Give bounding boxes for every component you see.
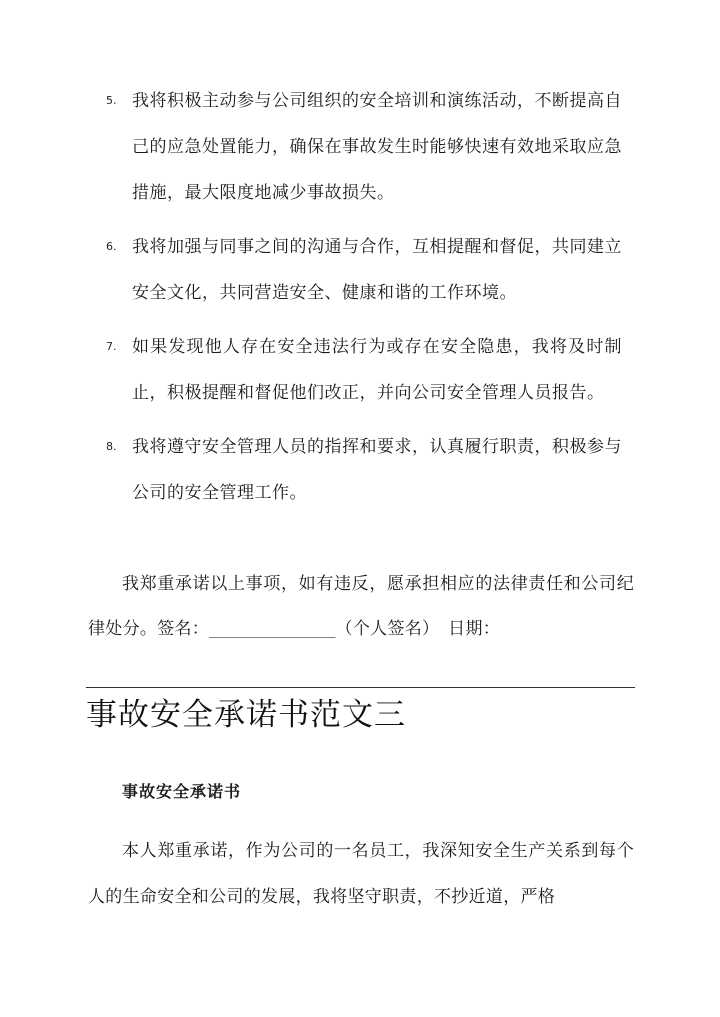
list-item-number: 8. bbox=[106, 440, 117, 453]
document-title: 事故安全承诺书 bbox=[122, 782, 242, 801]
section-heading: 事故安全承诺书范文三 bbox=[86, 697, 406, 733]
pledge-text: 我郑重承诺以上事项，如有违反，愿承担相应的法律责任和公司纪律处分。签名： bbox=[88, 574, 634, 639]
list-item-text: 我将积极主动参与公司组织的安全培训和演练活动，不断提高自己的应急处置能力，确保在事故发生时能够快速有效地采取应急措施，最大限度地减少事故损失。 bbox=[132, 91, 622, 203]
list-item bbox=[0, 424, 720, 516]
body-paragraph: 本人郑重承诺，作为公司的一名员工，我深知安全生产关系到每个人的生命安全和公司的发展，我将坚守职责，不抄近道，严格 bbox=[88, 841, 634, 907]
list-item-number: 5. bbox=[106, 94, 117, 107]
list-item bbox=[0, 224, 720, 316]
signature-date-label: （个人签名） 日期： bbox=[335, 619, 501, 639]
list-item-text: 我将遵守安全管理人员的指挥和要求，认真履行职责，积极参与公司的安全管理工作。 bbox=[132, 437, 622, 503]
section-divider bbox=[86, 687, 635, 688]
list-item-text: 我将加强与同事之间的沟通与合作，互相提醒和督促，共同建立安全文化，共同营造安全、健康和谐的工作环境。 bbox=[132, 237, 622, 303]
commitment-list bbox=[0, 78, 720, 516]
list-item bbox=[0, 78, 720, 216]
signature-blank: _______________ bbox=[209, 622, 336, 638]
list-item-number: 6. bbox=[106, 240, 117, 253]
list-item bbox=[0, 324, 720, 416]
pledge-paragraph bbox=[88, 562, 634, 653]
list-item-number: 7. bbox=[106, 340, 117, 353]
list-item-text: 如果发现他人存在安全违法行为或存在安全隐患，我将及时制止，积极提醒和督促他们改正，并向公司安全管理人员报告。 bbox=[132, 337, 622, 403]
